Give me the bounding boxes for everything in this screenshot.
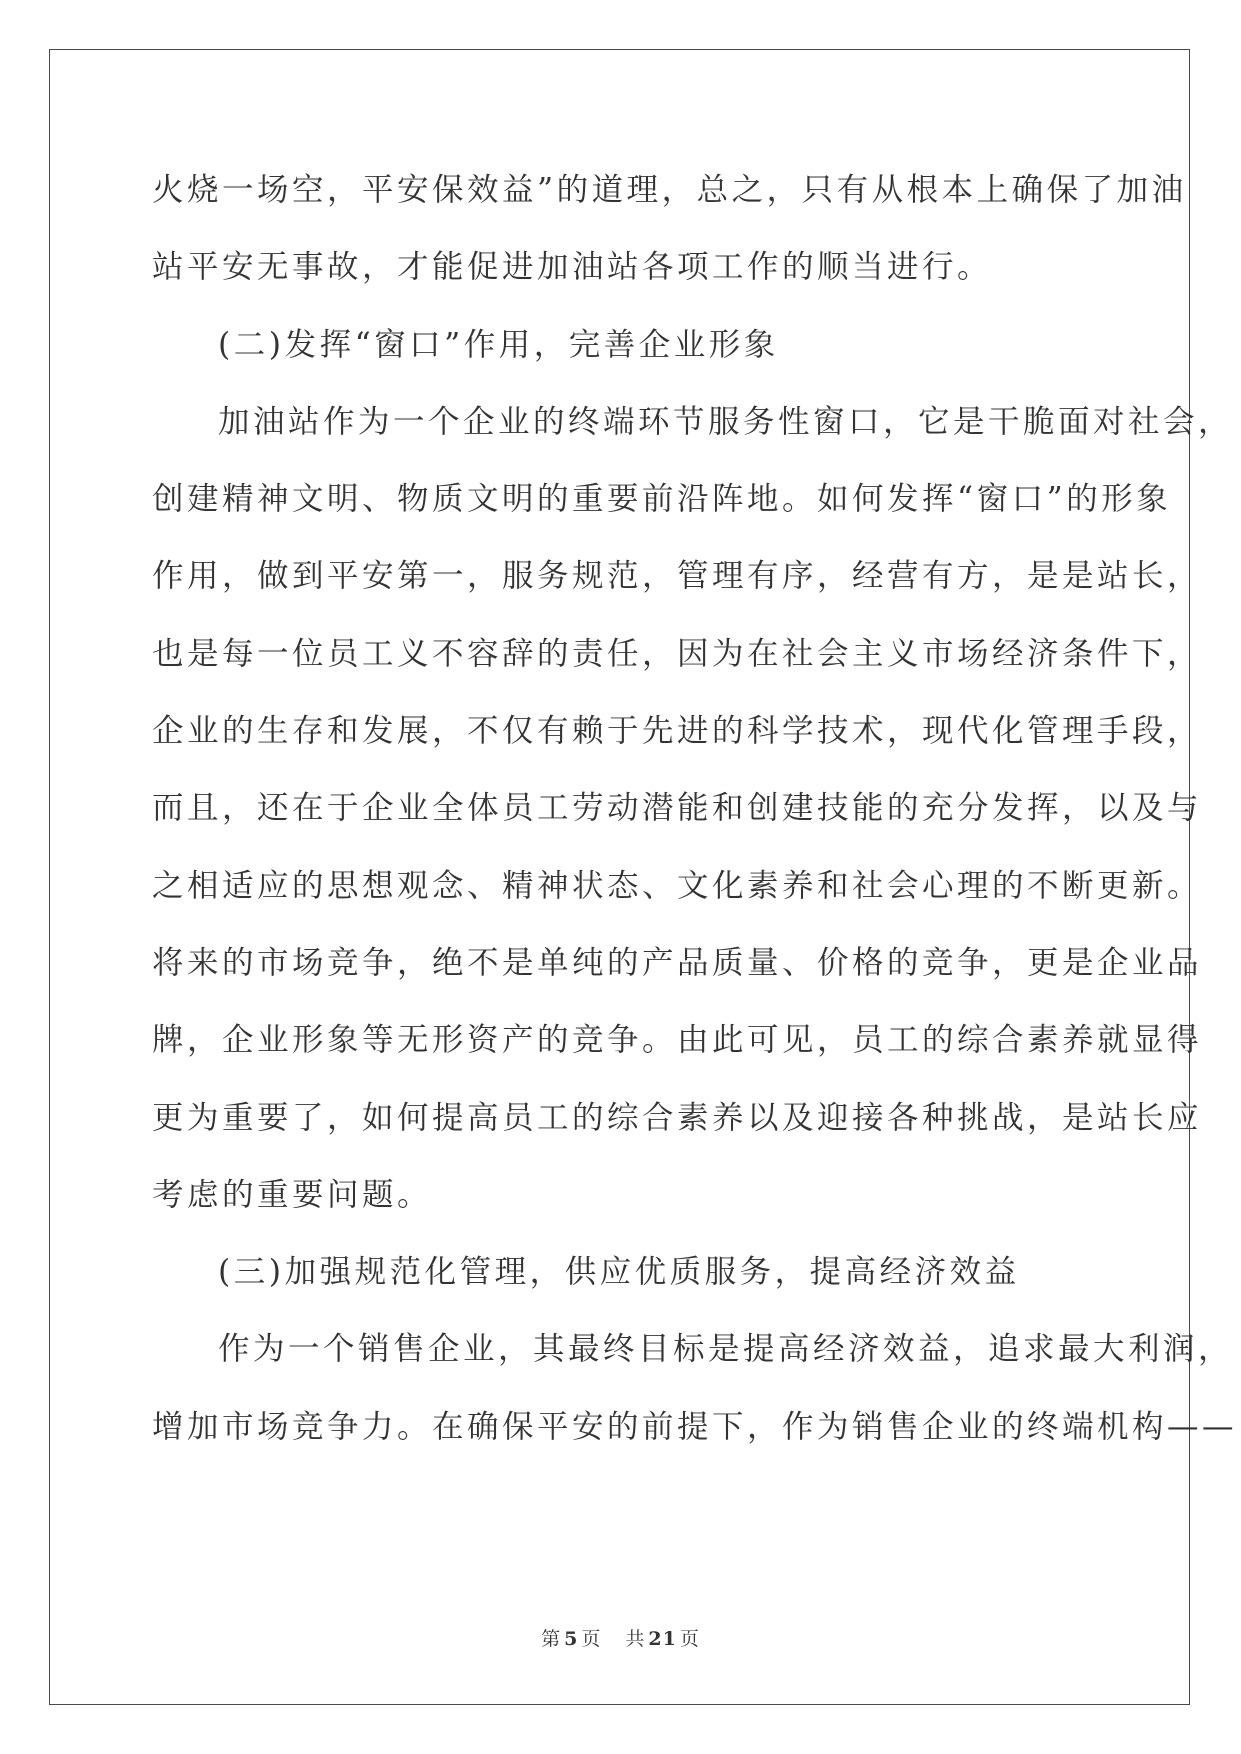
total-prefix: 共 bbox=[625, 1628, 646, 1650]
page-footer bbox=[0, 1624, 1241, 1651]
paragraph-start: 加油站作为一个企业的终端环节服务性窗口，它是干脆面对社会， bbox=[218, 403, 1234, 440]
current-page-number: 5 bbox=[564, 1628, 579, 1650]
text-line-6: 作用，做到平安第一，服务规范，管理有序，经营有方，是是站长， bbox=[152, 558, 1203, 595]
total-page-count: 21 bbox=[648, 1628, 677, 1650]
text-line-2: 站平安无事故，才能促进加油站各项工作的顺当进行。 bbox=[152, 249, 993, 286]
text-line-12: 牌，企业形象等无形资产的竞争。由此可见，员工的综合素养就显得 bbox=[152, 1022, 1203, 1059]
text-line-11: 将来的市场竞争，绝不是单纯的产品质量、价格的竞争，更是企业品 bbox=[152, 944, 1203, 981]
text-line-7: 也是每一位员工义不容辞的责任，因为在社会主义市场经济条件下， bbox=[152, 635, 1203, 672]
text-line-1: 火烧一场空，平安保效益”的道理，总之，只有从根本上确保了加油 bbox=[152, 172, 1187, 208]
document-body bbox=[152, 162, 1238, 1476]
section-heading-2: (二)发挥“窗口”作用，完善企业形象 bbox=[218, 326, 779, 363]
text-line-14: 考虑的重要问题。 bbox=[152, 1176, 433, 1213]
text-line-9: 而且，还在于企业全体员工劳动潜能和创建技能的充分发挥，以及与 bbox=[152, 790, 1203, 827]
total-suffix: 页 bbox=[679, 1628, 700, 1650]
section-heading-3: (三)加强规范化管理，供应优质服务，提高经济效益 bbox=[218, 1254, 1020, 1291]
text-line-5: 创建精神文明、物质文明的重要前沿阵地。如何发挥“窗口”的形象 bbox=[152, 481, 1172, 518]
text-line-10: 之相适应的思想观念、精神状态、文化素养和社会心理的不断更新。 bbox=[152, 867, 1203, 904]
page-prefix: 第 bbox=[541, 1628, 562, 1650]
text-line-17: 增加市场竞争力。在确保平安的前提下，作为销售企业的终端机构—— bbox=[152, 1408, 1238, 1445]
paragraph-start: 作为一个销售企业，其最终目标是提高经济效益，追求最大利润， bbox=[218, 1331, 1234, 1368]
text-line-8: 企业的生存和发展，不仅有赖于先进的科学技术，现代化管理手段， bbox=[152, 713, 1203, 750]
text-line-13: 更为重要了，如何提高员工的综合素养以及迎接各种挑战，是站长应 bbox=[152, 1099, 1203, 1136]
page-suffix: 页 bbox=[581, 1628, 602, 1650]
